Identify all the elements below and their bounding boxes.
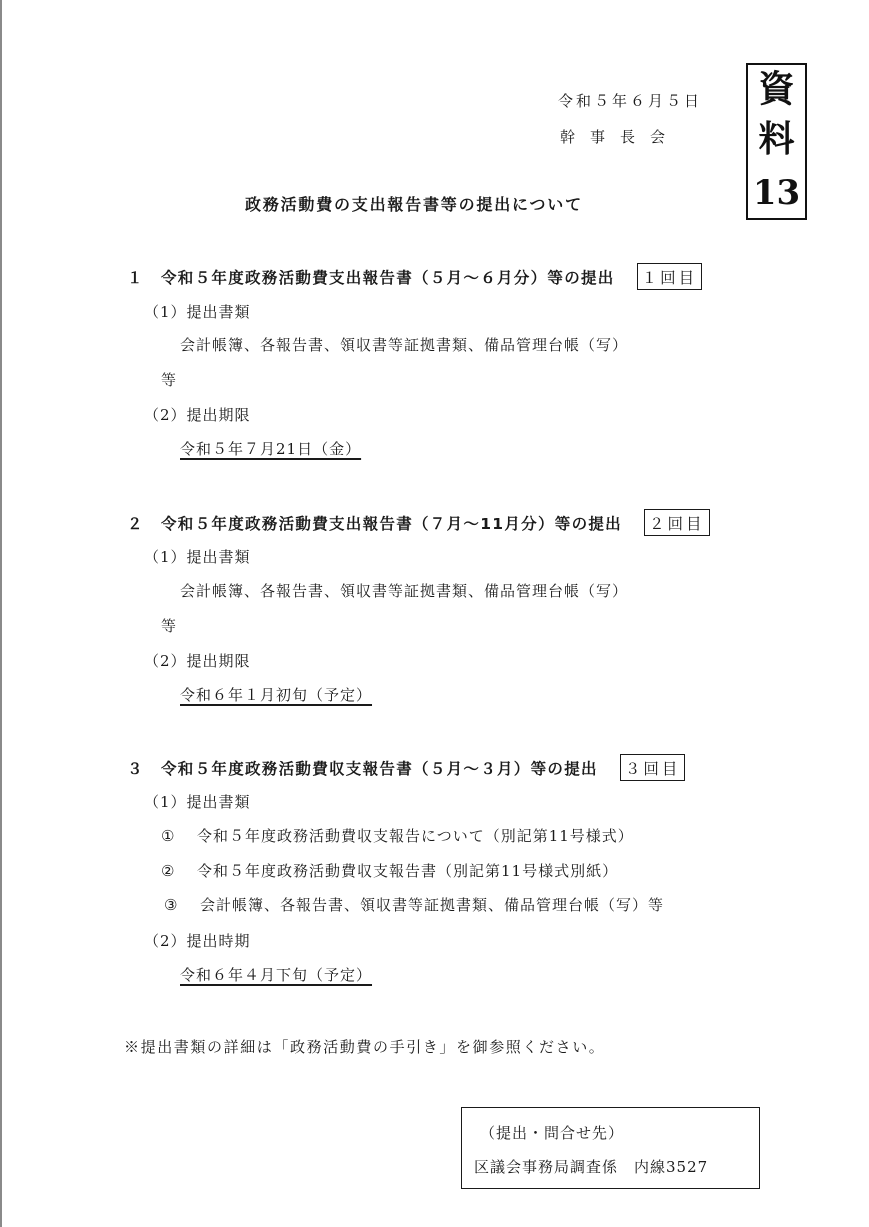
- issuing-organization: 幹事長会: [560, 128, 681, 146]
- stamp-char-1: 資: [758, 68, 795, 110]
- item-mark: ①: [161, 827, 176, 845]
- item-text: 会計帳簿、各報告書、領収書等証拠書類、備品管理台帳（写）等: [200, 896, 665, 914]
- list-item: [164, 894, 664, 915]
- material-number-stamp: [746, 63, 807, 220]
- section-number: ２: [127, 515, 144, 533]
- item-mark: ③: [164, 896, 179, 914]
- round-badge: ３回目: [620, 754, 686, 781]
- item-text: 令和５年度政務活動費収支報告について（別記第11号様式）: [197, 827, 634, 845]
- section-1-docs-label: （1）提出書類: [144, 303, 251, 321]
- section-1-deadline-label: （2）提出期限: [144, 406, 251, 424]
- section-2-deadline: 令和６年１月初旬（予定）: [180, 686, 373, 704]
- page-left-edge: [0, 0, 2, 1227]
- document-date: 令和５年６月５日: [558, 92, 703, 110]
- round-badge: １回目: [637, 263, 703, 290]
- section-1-heading: [127, 263, 702, 290]
- contact-box: [461, 1107, 760, 1189]
- section-3-deadline: 令和６年４月下旬（予定）: [180, 966, 373, 984]
- section-title: 令和５年度政務活動費収支報告書（５月～３月）等の提出: [161, 760, 598, 778]
- section-1-deadline: 令和５年７月21日（金）: [180, 440, 362, 458]
- round-badge: ２回目: [644, 509, 710, 536]
- list-item: [161, 825, 634, 846]
- stamp-char-2: 料: [758, 118, 795, 160]
- contact-label: （提出・問合せ先）: [480, 1124, 625, 1142]
- contact-office: 区議会事務局調査係 内線3527: [474, 1158, 709, 1176]
- section-title: 令和５年度政務活動費支出報告書（７月～11月分）等の提出: [161, 515, 622, 533]
- list-item: [161, 860, 618, 881]
- stamp-number: 13: [752, 173, 801, 213]
- section-2-deadline-label: （2）提出期限: [144, 652, 251, 670]
- item-mark: ②: [161, 862, 176, 880]
- section-2-docs-suffix: 等: [161, 617, 178, 635]
- section-3-docs-label: （1）提出書類: [144, 793, 251, 811]
- section-2-heading: [127, 509, 710, 536]
- section-number: ３: [127, 760, 144, 778]
- section-2-docs-label: （1）提出書類: [144, 548, 251, 566]
- document-title: 政務活動費の支出報告書等の提出について: [245, 195, 583, 214]
- section-2-docs-text: 会計帳簿、各報告書、領収書等証拠書類、備品管理台帳（写）: [180, 582, 629, 600]
- section-title: 令和５年度政務活動費支出報告書（５月～６月分）等の提出: [161, 269, 615, 287]
- section-1-docs-suffix: 等: [161, 371, 178, 389]
- reference-note: ※提出書類の詳細は「政務活動費の手引き」を御参照ください。: [124, 1038, 606, 1056]
- section-number: １: [127, 269, 144, 287]
- item-text: 令和５年度政務活動費収支報告書（別記第11号様式別紙）: [197, 862, 619, 880]
- section-1-docs-text: 会計帳簿、各報告書、領収書等証拠書類、備品管理台帳（写）: [180, 336, 629, 354]
- section-3-deadline-label: （2）提出時期: [144, 932, 251, 950]
- section-3-heading: [127, 754, 685, 781]
